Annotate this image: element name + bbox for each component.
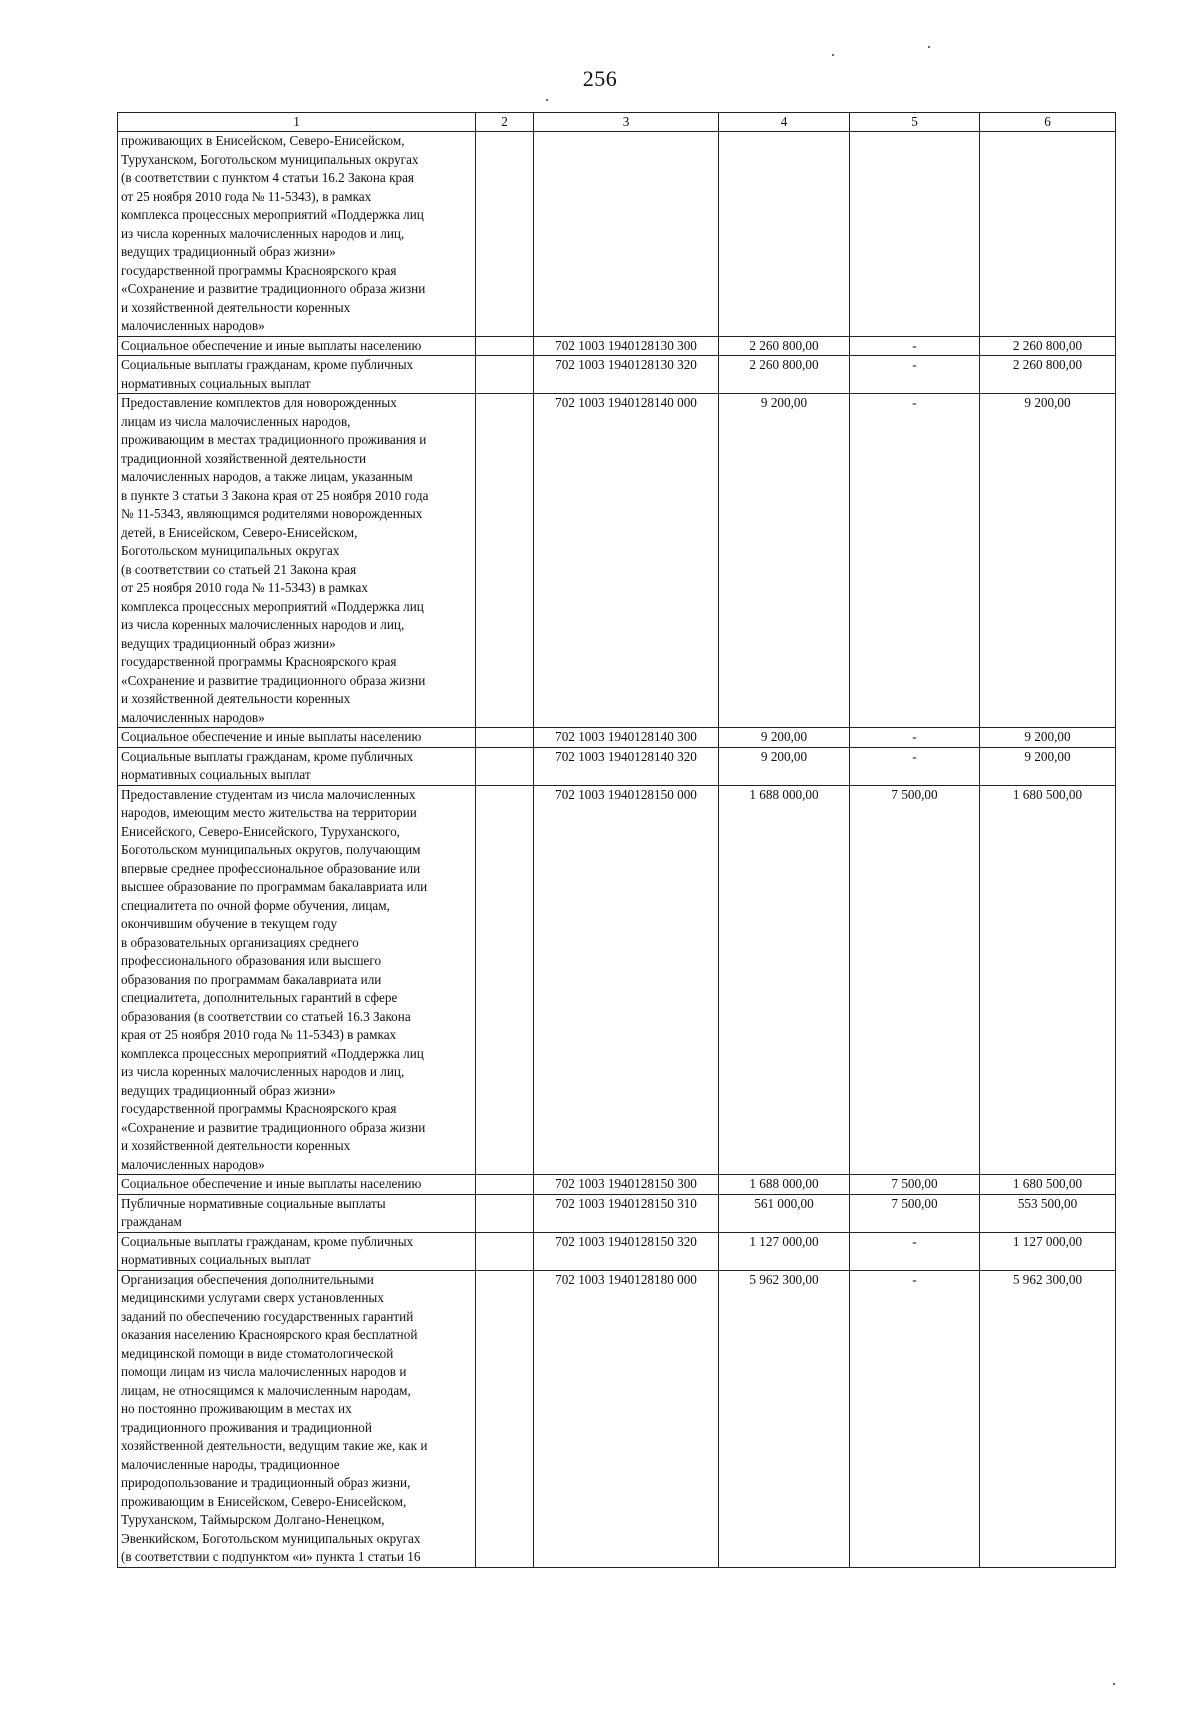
table-row [118,356,1116,394]
row-total: 561 000,00 [719,1194,850,1232]
row-description: Социальное обеспечение и иные выплаты населению [118,1175,476,1195]
scan-speck [546,99,548,101]
row-col2 [476,1270,534,1567]
column-header: 2 [476,113,534,132]
table-row [118,1194,1116,1232]
column-header: 6 [980,113,1116,132]
row-total: 5 962 300,00 [719,1270,850,1567]
row-col6: 9 200,00 [980,394,1116,728]
row-col5: 7 500,00 [850,785,980,1175]
table-row [118,728,1116,748]
row-code [534,132,719,337]
row-col2 [476,728,534,748]
row-code: 702 1003 1940128130 320 [534,356,719,394]
row-total: 1 688 000,00 [719,785,850,1175]
row-col2 [476,1175,534,1195]
scan-speck [1113,1683,1115,1685]
row-col6: 5 962 300,00 [980,1270,1116,1567]
column-numbers-row [118,113,1116,132]
row-col2 [476,785,534,1175]
row-description: Социальное обеспечение и иные выплаты населению [118,728,476,748]
row-description: Социальное обеспечение и иные выплаты населению [118,336,476,356]
row-code: 702 1003 1940128150 320 [534,1232,719,1270]
row-code: 702 1003 1940128140 320 [534,747,719,785]
row-col6: 2 260 800,00 [980,356,1116,394]
column-header: 5 [850,113,980,132]
row-col6: 553 500,00 [980,1194,1116,1232]
row-total: 1 688 000,00 [719,1175,850,1195]
row-description: Организация обеспечения дополнительными медицинскими услугами сверх установленных заданий по обеспечению государственных гарантий оказания населению Красноярского края бесплатной медицинской помощи в виде стоматологической помощи лицам из числа малочисленных народов и лицам, не относящимся к малочисленным народам, но постоянно проживающим в местах их традиционного проживания и традиционной хозяйственной деятельности, ведущим такие же, как и малочисленные народы, традиционное природопользование и традиционный образ жизни, проживающим в Енисейском, Северо-Енисейском, Туруханском, Таймырском Долгано-Ненецком, Эвенкийском, Боготольском муниципальных округах (в соответствии с подпунктом «и» пункта 1 статьи 16 [118,1270,476,1567]
row-col6: 1 680 500,00 [980,785,1116,1175]
row-col2 [476,356,534,394]
budget-table [117,112,1116,1568]
row-total: 2 260 800,00 [719,336,850,356]
scan-speck [928,46,930,48]
row-col2 [476,1194,534,1232]
table-row [118,1270,1116,1567]
row-code: 702 1003 1940128130 300 [534,336,719,356]
row-col2 [476,336,534,356]
table-row [118,1232,1116,1270]
table-row [118,785,1116,1175]
row-code: 702 1003 1940128150 310 [534,1194,719,1232]
row-description: Предоставление студентам из числа малочисленных народов, имеющим место жительства на территории Енисейского, Северо-Енисейского, Туруханского, Боготольском муниципальных округов, получающим впервые среднее профессиональное образование или высшее образование по программам бакалавриата или специалитета по очной форме обучения, лицам, окончившим обучение в текущем году в образовательных организациях среднего профессионального образования или высшего образования по программам бакалавриата или специалитета, дополнительных гарантий в сфере образования (в соответствии со статьей 16.3 Закона края от 25 ноября 2010 года № 11-5343) в рамках комплекса процессных мероприятий «Поддержка лиц из числа коренных малочисленных народов и лиц, ведущих традиционный образ жизни» государственной программы Красноярского края «Сохранение и развитие традиционного образа жизни и хозяйственной деятельности коренных малочисленных народов» [118,785,476,1175]
row-col5: 7 500,00 [850,1194,980,1232]
row-description: Предоставление комплектов для новорожденных лицам из числа малочисленных народов, проживающим в местах традиционного проживания и традиционной хозяйственной деятельности малочисленных народов, а также лицам, указанным в пункте 3 статьи 3 Закона края от 25 ноября 2010 года № 11-5343, являющимся родителями новорожденных детей, в Енисейском, Северо-Енисейском, Боготольском муниципальных округах (в соответствии со статьей 21 Закона края от 25 ноября 2010 года № 11-5343) в рамках комплекса процессных мероприятий «Поддержка лиц из числа коренных малочисленных народов и лиц, ведущих традиционный образ жизни» государственной программы Красноярского края «Сохранение и развитие традиционного образа жизни и хозяйственной деятельности коренных малочисленных народов» [118,394,476,728]
row-col5: - [850,1270,980,1567]
row-col2 [476,1232,534,1270]
row-col2 [476,747,534,785]
column-header: 1 [118,113,476,132]
page-number: 256 [582,66,618,91]
row-code: 702 1003 1940128140 300 [534,728,719,748]
row-total: 2 260 800,00 [719,356,850,394]
column-header: 3 [534,113,719,132]
row-col6: 1 127 000,00 [980,1232,1116,1270]
row-description: Социальные выплаты гражданам, кроме публичных нормативных социальных выплат [118,747,476,785]
row-description: проживающих в Енисейском, Северо-Енисейском, Туруханском, Боготольском муниципальных округах (в соответствии с пунктом 4 статьи 16.2 Закона края от 25 ноября 2010 года № 11-5343), в рамках комплекса процессных мероприятий «Поддержка лиц из числа коренных малочисленных народов и лиц, ведущих традиционный образ жизни» государственной программы Красноярского края «Сохранение и развитие традиционного образа жизни и хозяйственной деятельности коренных малочисленных народов» [118,132,476,337]
row-col5: - [850,336,980,356]
row-description: Социальные выплаты гражданам, кроме публичных нормативных социальных выплат [118,356,476,394]
row-col6: 9 200,00 [980,728,1116,748]
row-description: Социальные выплаты гражданам, кроме публичных нормативных социальных выплат [118,1232,476,1270]
row-col6: 2 260 800,00 [980,336,1116,356]
row-code: 702 1003 1940128180 000 [534,1270,719,1567]
row-col2 [476,132,534,337]
table-row [118,336,1116,356]
row-col6: 1 680 500,00 [980,1175,1116,1195]
row-col6: 9 200,00 [980,747,1116,785]
table-row [118,747,1116,785]
row-col5: - [850,1232,980,1270]
row-total: 9 200,00 [719,747,850,785]
table-row [118,1175,1116,1195]
row-code: 702 1003 1940128150 000 [534,785,719,1175]
table-row [118,394,1116,728]
row-col5: - [850,394,980,728]
row-total [719,132,850,337]
row-code: 702 1003 1940128150 300 [534,1175,719,1195]
row-col5: - [850,728,980,748]
table-row [118,132,1116,337]
row-col5: - [850,356,980,394]
row-description: Публичные нормативные социальные выплаты гражданам [118,1194,476,1232]
row-total: 9 200,00 [719,394,850,728]
row-col2 [476,394,534,728]
row-code: 702 1003 1940128140 000 [534,394,719,728]
row-total: 1 127 000,00 [719,1232,850,1270]
row-col6 [980,132,1116,337]
scan-speck [832,54,834,56]
row-total: 9 200,00 [719,728,850,748]
row-col5: - [850,747,980,785]
row-col5 [850,132,980,337]
row-col5: 7 500,00 [850,1175,980,1195]
column-header: 4 [719,113,850,132]
